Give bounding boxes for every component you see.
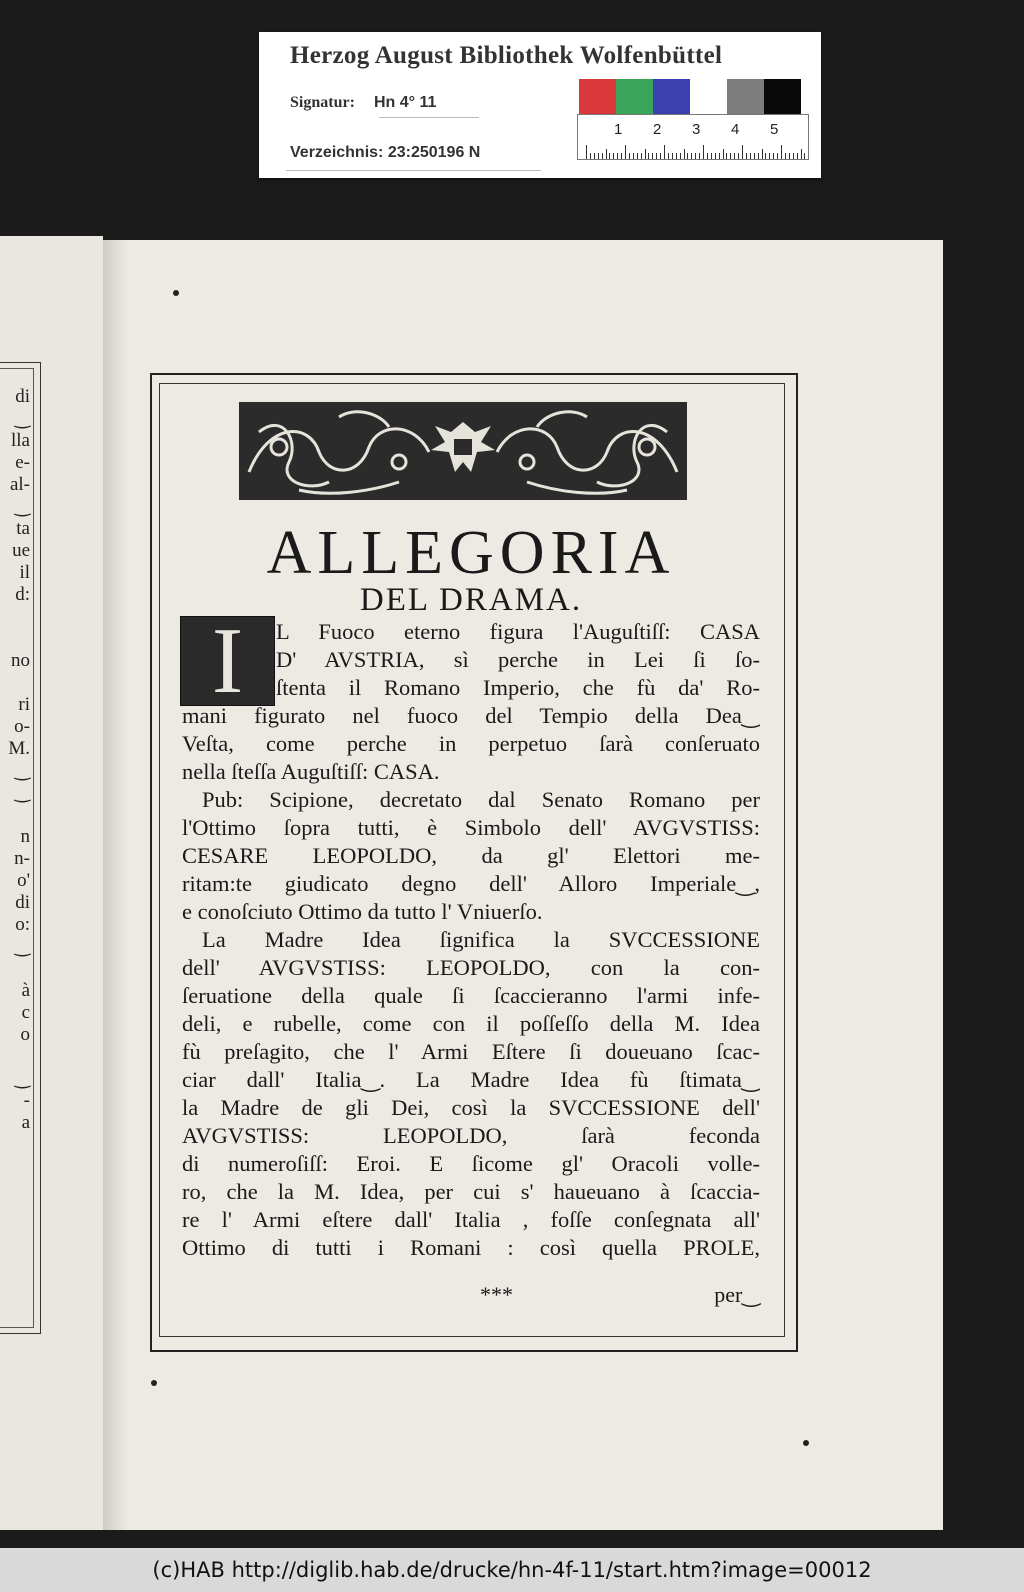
swatch-black — [764, 79, 801, 115]
ruler-tick — [680, 153, 681, 159]
signatur-row — [290, 92, 436, 112]
ruler-number: 4 — [731, 121, 740, 138]
ruler-tick — [715, 153, 716, 159]
left-page-fragment — [0, 958, 30, 980]
ruler-tick — [703, 145, 704, 159]
text-line: fù preſagito, che l' Armi Eſtere ſi doueuano ſcac- — [182, 1039, 760, 1064]
ruler-number: 2 — [653, 121, 662, 138]
library-label-card — [259, 32, 821, 178]
left-page-fragment: di — [15, 386, 30, 407]
ruler-tick — [754, 153, 755, 159]
ruler-number: 1 — [614, 121, 623, 138]
left-page-fragment: o: — [15, 914, 30, 935]
ruler-tick — [801, 149, 802, 159]
ruler-tick — [586, 145, 587, 159]
ruler-tick — [637, 153, 638, 159]
ruler-tick — [804, 153, 805, 159]
left-page-fragment: o' — [17, 870, 30, 891]
ruler-tick — [660, 153, 661, 159]
ruler-tick — [797, 153, 798, 159]
ruler-tick — [773, 153, 774, 159]
left-page-fragment: ‿ — [14, 408, 30, 429]
verzeichnis-underline — [286, 170, 541, 171]
left-page-fragment: a — [21, 1112, 30, 1133]
left-page-fragment: c — [21, 1002, 30, 1023]
ruler-tick — [750, 153, 751, 159]
ruler-tick — [777, 153, 778, 159]
page-speck — [803, 1440, 809, 1446]
left-page-fragment — [0, 1046, 30, 1068]
swatch-blue — [653, 79, 690, 115]
left-page-fragment: ta — [16, 518, 30, 539]
ruler-tick — [672, 153, 673, 159]
ruler-tick — [676, 153, 677, 159]
left-page-fragment: ue — [12, 540, 30, 561]
text-line: ritam:te giudicato degno dell' Alloro Imperiale‿, — [182, 871, 760, 896]
ruler-tick — [789, 153, 790, 159]
left-page-fragment: al- — [9, 474, 30, 495]
ruler-tick — [652, 153, 653, 159]
swatch-white — [690, 79, 727, 115]
ruler-tick — [621, 153, 622, 159]
ruler-tick — [762, 149, 763, 159]
left-page-fragment — [0, 672, 30, 694]
text-line: ro, che la M. Idea, per cui s' haueuano à ſcaccia- — [182, 1179, 760, 1204]
scale-ruler — [577, 114, 809, 160]
ruler-tick — [656, 153, 657, 159]
ruler-tick — [590, 153, 591, 159]
text-line: e conoſciuto Ottimo da tutto l' Vniuerſo. — [182, 899, 543, 924]
left-page-fragment — [0, 628, 30, 650]
left-page-fragment: no — [11, 650, 30, 671]
text-line: l'Ottimo ſopra tutti, è Simbolo dell' AVGVSTISS: — [182, 815, 760, 840]
ruler-tick — [746, 153, 747, 159]
text-line: Veſta, come perche in perpetuo ſarà conſeruato — [182, 731, 760, 756]
left-page-fragment — [0, 606, 30, 628]
color-swatches — [579, 79, 805, 115]
text-line: La Madre Idea ſignifica la SVCCESSIONE — [202, 927, 760, 952]
ruler-tick — [684, 149, 685, 159]
library-name: Herzog August Bibliothek Wolfenbüttel — [290, 42, 723, 69]
book-page — [103, 240, 943, 1530]
signatur-value: Hn 4° 11 — [374, 94, 437, 111]
ruler-tick — [765, 153, 766, 159]
body-text — [182, 618, 760, 1262]
ruler-tick — [606, 149, 607, 159]
left-page-fragment: ‿ — [14, 760, 30, 781]
text-line: la Madre de gli Dei, così la SVCCESSIONE dell' — [182, 1095, 760, 1120]
ruler-tick — [664, 145, 665, 159]
left-page-text — [0, 386, 30, 1134]
ruler-tick — [781, 145, 782, 159]
ruler-tick — [687, 153, 688, 159]
left-page-fragment: ‿ — [14, 1068, 30, 1089]
signature-mark: *** — [480, 1282, 513, 1307]
ruler-number: 5 — [770, 121, 779, 138]
text-line: dell' AVGVSTISS: LEOPOLDO, con la con- — [182, 955, 760, 980]
left-page-fragment: ‿ — [14, 496, 30, 517]
text-line: Pub: Scipione, decretato dal Senato Romano per — [202, 787, 760, 812]
swatch-green — [616, 79, 653, 115]
page-title: ALLEGORIA — [266, 519, 676, 587]
left-page-fragment: n — [20, 826, 30, 847]
left-page-fragment: lla — [11, 430, 30, 451]
swatch-red — [579, 79, 616, 115]
ruler-tick — [617, 153, 618, 159]
text-line: deli, e rubelle, come con il poſſeſſo della M. Idea — [182, 1011, 760, 1036]
signatur-label: Signatur: — [290, 94, 355, 111]
ruler-tick — [738, 153, 739, 159]
ruler-tick — [723, 149, 724, 159]
left-page-fragment: M. — [8, 738, 30, 759]
ruler-tick — [719, 153, 720, 159]
ruler-tick — [645, 149, 646, 159]
page-gutter-shadow — [103, 240, 127, 1530]
left-page-fragment: à — [21, 980, 30, 1001]
ruler-tick — [758, 153, 759, 159]
ruler-tick — [609, 153, 610, 159]
ruler-tick — [699, 153, 700, 159]
left-page-fragment: o- — [14, 716, 30, 737]
left-page-fragment: e- — [15, 452, 30, 473]
text-line: CESARE LEOPOLDO, da gl' Elettori me- — [182, 843, 760, 868]
left-page-fragment: n- — [14, 848, 30, 869]
text-line: nella ſteſſa Auguſtiſſ: CASA. — [182, 759, 440, 784]
ruler-tick — [602, 153, 603, 159]
text-line: L Fuoco eterno figura l'Auguſtiſſ: CASA — [276, 619, 760, 644]
page-speck — [173, 290, 179, 296]
ruler-tick — [793, 153, 794, 159]
ruler-tick — [629, 153, 630, 159]
left-page-fragment — [0, 804, 30, 826]
ruler-tick — [695, 153, 696, 159]
ruler-number: 3 — [692, 121, 701, 138]
ruler-tick — [742, 145, 743, 159]
ruler-tick — [785, 153, 786, 159]
page-footer — [182, 1282, 760, 1310]
text-line: Ottimo di tutti i Romani : così quella PROLE, — [182, 1235, 760, 1260]
signatur-underline — [379, 117, 479, 118]
left-page-fragment: ‿ — [14, 936, 30, 957]
text-line: ciar dall' Italia‿. La Madre Idea fù ſtimata‿ — [182, 1067, 760, 1092]
left-page-fragment: o — [20, 1024, 30, 1045]
text-line: re l' Armi eſtere dall' Italia , foſſe conſegnata all' — [182, 1207, 760, 1232]
ruler-tick — [625, 145, 626, 159]
left-page-fragment: - — [23, 1090, 30, 1111]
ruler-tick — [633, 153, 634, 159]
verzeichnis: Verzeichnis: 23:250196 N — [290, 144, 481, 161]
ruler-tick — [734, 153, 735, 159]
ruler-tick — [594, 153, 595, 159]
text-line: mani figurato nel fuoco del Tempio della Dea‿ — [182, 703, 760, 728]
text-line: di numeroſiſſ: Eroi. E ſicome gl' Oracoli volle- — [182, 1151, 760, 1176]
ruler-tick — [598, 153, 599, 159]
text-line: ſeruatione della quale ſi ſcaccieranno l'armi infe- — [182, 983, 760, 1008]
left-page-fragment: d: — [15, 584, 30, 605]
page-speck — [151, 1380, 157, 1386]
ruler-tick — [648, 153, 649, 159]
ruler-tick — [641, 153, 642, 159]
left-page-fragment: di — [15, 892, 30, 913]
swatch-gray — [727, 79, 764, 115]
left-page-fragment: il — [19, 562, 30, 583]
ruler-tick — [726, 153, 727, 159]
text-line: ſtenta il Romano Imperio, che fù da' Ro- — [276, 675, 760, 700]
ruler-tick — [691, 153, 692, 159]
left-page-fragment: ri — [18, 694, 30, 715]
catchword: per‿ — [714, 1282, 760, 1307]
ruler-tick — [769, 153, 770, 159]
left-page-edge — [0, 236, 103, 1530]
source-url-bar: (c)HAB http://diglib.hab.de/drucke/hn-4f-11/start.htm?image=00012 — [0, 1548, 1024, 1592]
initial-letter: I — [211, 609, 244, 713]
text-line: AVGVSTISS: LEOPOLDO, ſarà feconda — [182, 1123, 760, 1148]
left-page-fragment: ‿ — [14, 782, 30, 803]
ruler-tick — [668, 153, 669, 159]
page-subtitle: DEL DRAMA. — [359, 582, 583, 618]
ruler-tick — [711, 153, 712, 159]
text-line: D' AVSTRIA, sì perche in Lei ſi ſo- — [276, 647, 760, 672]
ruler-tick — [707, 153, 708, 159]
ruler-tick — [730, 153, 731, 159]
ruler-tick — [613, 153, 614, 159]
headpiece-ornament-eagle — [239, 402, 687, 500]
